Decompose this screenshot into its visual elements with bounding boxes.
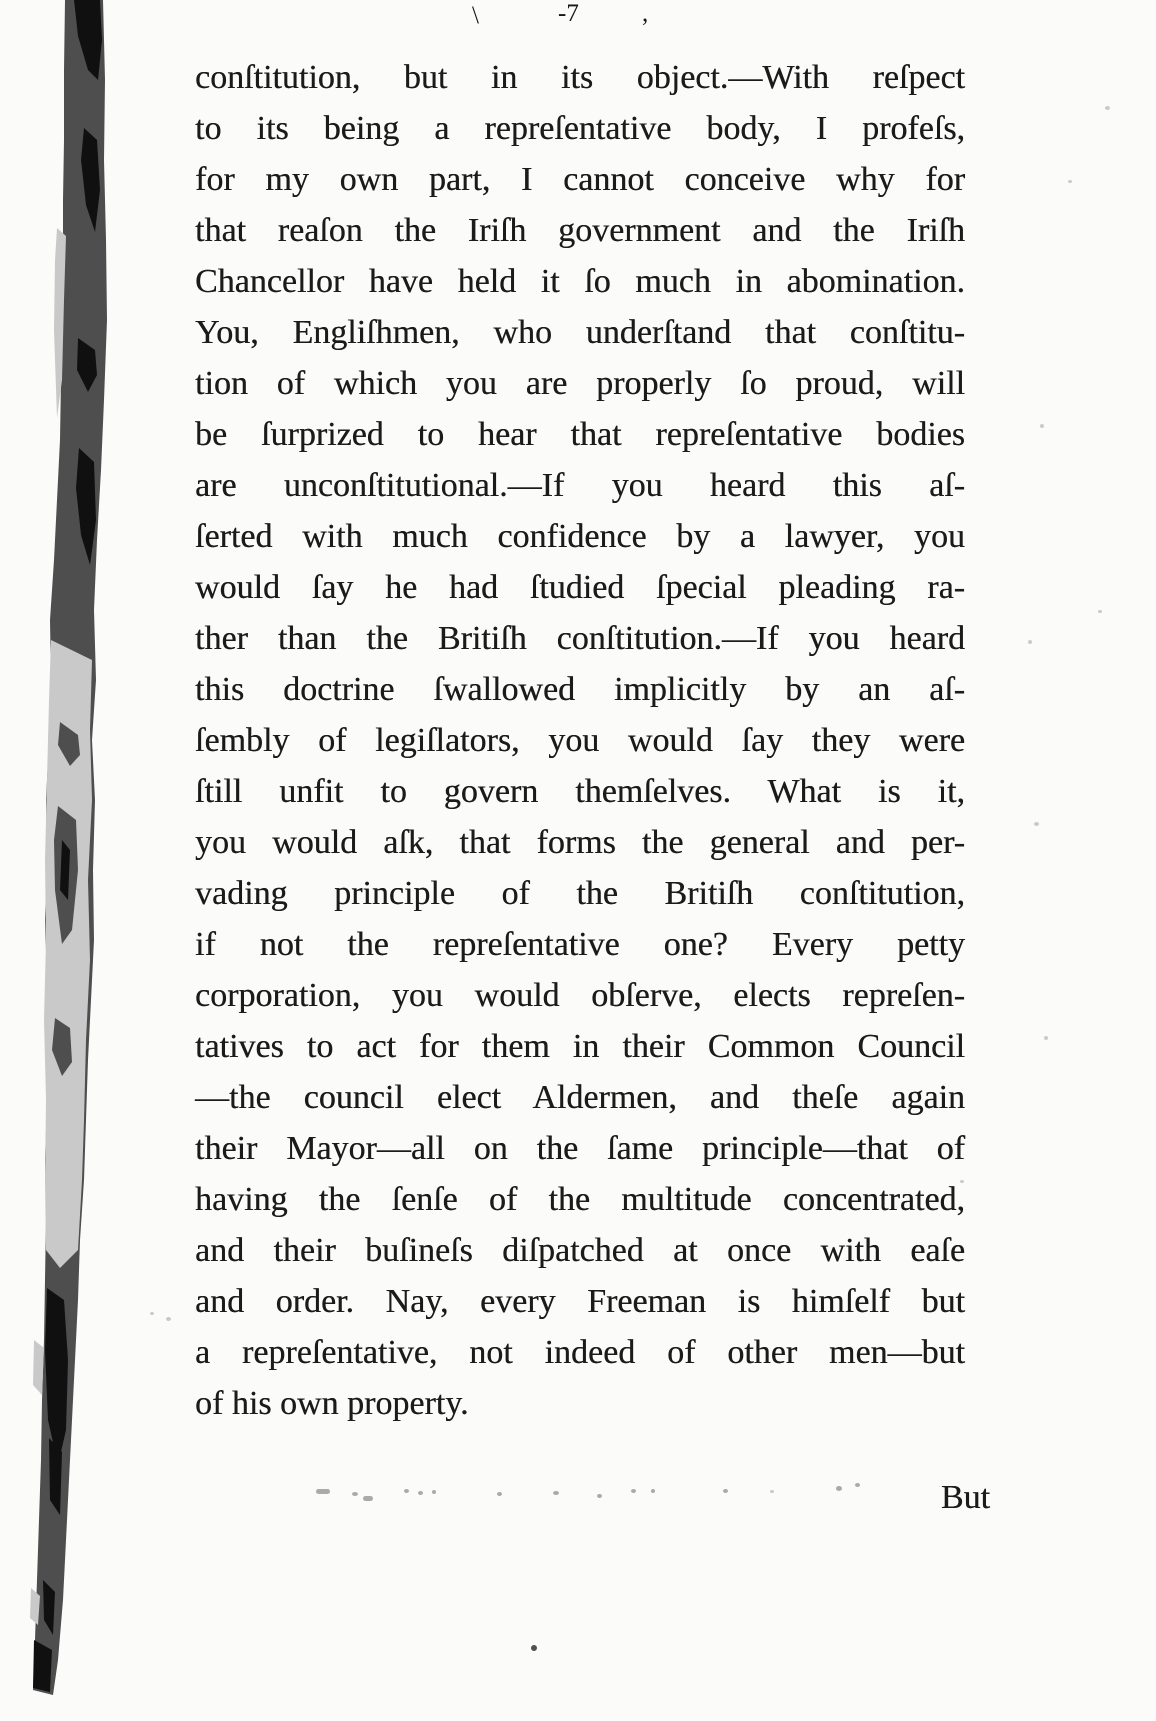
catchword: But — [940, 1479, 990, 1516]
text-line: a repreſentative, not indeed of other men—but — [195, 1334, 965, 1371]
text-line: conſtitution, but in its object.—With reſpect — [195, 59, 965, 96]
text-line: ſerted with much confidence by a lawyer, you — [195, 518, 965, 555]
binding-shadow — [0, 0, 120, 1721]
text-line: ſembly of legiſlators, you would ſay they were — [195, 722, 965, 759]
page-number-fragment: -7 — [558, 0, 579, 27]
text-line: are unconſtitutional.—If you heard this aſ- — [195, 467, 965, 504]
text-line: their Mayor—all on the ſame principle—that of — [195, 1130, 965, 1167]
text-line: this doctrine ſwallowed implicitly by an aſ- — [195, 671, 965, 708]
text-line: ther than the Britiſh conſtitution.—If you heard — [195, 620, 965, 657]
scan-noise-dot — [531, 1645, 537, 1651]
page-number-fragment: , — [642, 0, 649, 27]
text-line: if not the repreſentative one? Every petty — [195, 926, 965, 963]
scan-noise-dot — [1034, 822, 1039, 826]
text-line: be ſurprized to hear that repreſentative bodies — [195, 416, 965, 453]
scan-noise-dot — [723, 1489, 728, 1493]
scan-noise-dot — [836, 1486, 842, 1491]
scan-noise-dot — [1040, 424, 1044, 428]
scan-noise-dot — [855, 1483, 860, 1487]
scan-noise-dot — [770, 1490, 774, 1493]
page-number-fragment: \ — [472, 2, 479, 29]
text-line: you would aſk, that forms the general and per- — [195, 824, 965, 861]
text-line: and their buſineſs diſpatched at once with eaſe — [195, 1232, 965, 1269]
scan-noise-dot — [960, 1180, 964, 1183]
scan-noise-dot — [631, 1489, 636, 1493]
scan-noise-dot — [553, 1491, 559, 1495]
scan-noise-dot — [166, 1317, 171, 1321]
scan-noise-dot — [316, 1489, 330, 1494]
text-line: Chancellor have held it ſo much in abomination. — [195, 263, 965, 300]
scan-noise-dot — [1044, 1036, 1048, 1040]
text-line: that reaſon the Iriſh government and the Iriſh — [195, 212, 965, 249]
text-line: You, Engliſhmen, who underſtand that conſtitu- — [195, 314, 965, 351]
scan-noise-dot — [150, 1312, 154, 1315]
text-line: —the council elect Aldermen, and theſe again — [195, 1079, 965, 1116]
scan-noise-dot — [352, 1492, 358, 1496]
scan-noise-dot — [1105, 106, 1110, 110]
body-text — [195, 52, 965, 1429]
scan-noise-dot — [497, 1492, 502, 1496]
text-line: to its being a repreſentative body, I profeſs, — [195, 110, 965, 147]
scan-noise-dot — [363, 1496, 373, 1501]
text-line: and order. Nay, every Freeman is himſelf but — [195, 1283, 965, 1320]
text-line: having the ſenſe of the multitude concentrated, — [195, 1181, 965, 1218]
scan-noise-dot — [404, 1489, 409, 1493]
scan-noise-dot — [418, 1491, 423, 1495]
text-line: of his own property. — [195, 1385, 469, 1422]
text-line: ſtill unfit to govern themſelves. What is it, — [195, 773, 965, 810]
text-line: tion of which you are properly ſo proud, will — [195, 365, 965, 402]
scan-noise-dot — [651, 1489, 655, 1493]
scan-noise-dot — [1068, 180, 1072, 183]
text-line: corporation, you would obſerve, elects repreſen- — [195, 977, 965, 1014]
scan-noise-dot — [1028, 640, 1032, 644]
text-line: would ſay he had ſtudied ſpecial pleading ra- — [195, 569, 965, 606]
text-line: vading principle of the Britiſh conſtitution, — [195, 875, 965, 912]
text-line: tatives to act for them in their Common Council — [195, 1028, 965, 1065]
scan-noise-dot — [597, 1494, 602, 1498]
scan-noise-dot — [1098, 610, 1102, 613]
scan-noise-dot — [432, 1490, 436, 1494]
text-line: for my own part, I cannot conceive why for — [195, 161, 965, 198]
